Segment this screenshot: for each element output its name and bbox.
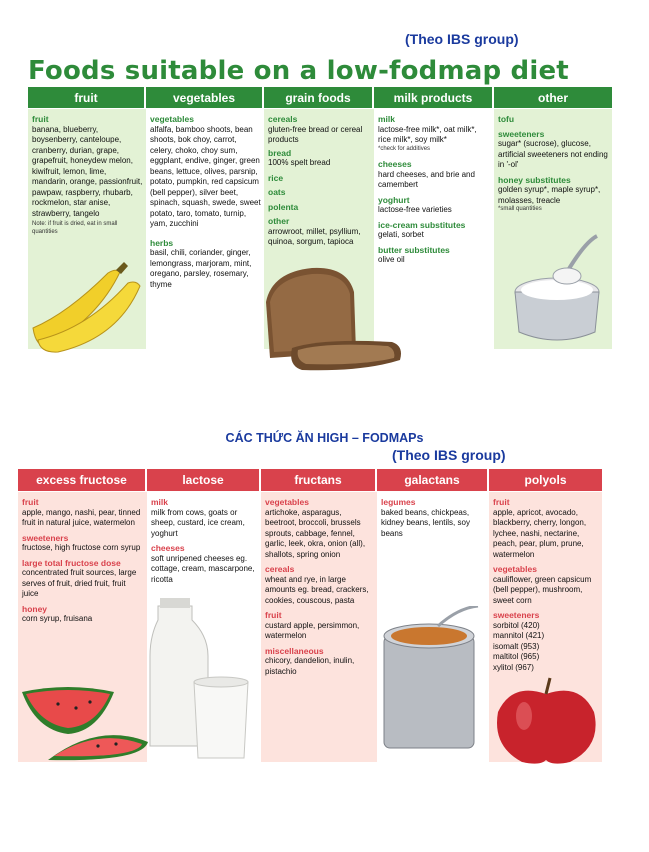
section-text: milk from cows, goats or sheep, custard, ice cream, yoghurt bbox=[151, 507, 245, 538]
section-label: vegetables bbox=[150, 114, 194, 124]
section-text: apple, mango, nashi, pear, tinned fruit in natural juice, watermelon bbox=[22, 507, 141, 527]
section-text: lactose-free varieties bbox=[378, 205, 452, 214]
section-text: gelati, sorbet bbox=[378, 230, 424, 239]
section-label: yoghurt bbox=[378, 194, 410, 205]
section-label: fruit bbox=[22, 497, 39, 507]
high-header-fructans: fructans bbox=[261, 469, 375, 491]
section-text: sugar* (sucrose), glucose, artificial sweeteners not ending in '-ol' bbox=[498, 139, 608, 169]
section-text: soft unripened cheeses eg. cottage, cream, mascarpone, ricotta bbox=[151, 553, 255, 584]
section-text: artichoke, asparagus, beetroot, broccoli, brussels sprouts, cabbage, fennel, garlic, leek, okra, onion (all), shallots, spring onion bbox=[265, 507, 366, 559]
section-text: gluten-free bread or cereal products bbox=[268, 124, 363, 144]
section-text: concentrated fruit sources, large serves of fruit, dried fruit, fruit juice bbox=[22, 568, 137, 598]
section-text: wheat and rye, in large amounts eg. bread, crackers, cookies, couscous, pasta bbox=[265, 574, 369, 605]
baked-beans-can-image bbox=[378, 606, 482, 756]
section-label: cheeses bbox=[151, 543, 185, 553]
section-label: cereals bbox=[268, 114, 298, 124]
section-text: apple, apricot, avocado, blackberry, cherry, longon, lychee, nashi, nectarine, peach, pear, plum, prune, watermelon bbox=[493, 507, 587, 559]
low-col-vegetables bbox=[146, 109, 264, 349]
section-text: fructose, high fructose corn syrup bbox=[22, 543, 141, 552]
section-label: large total fructose dose bbox=[22, 557, 121, 568]
section-label: honey substitutes bbox=[498, 174, 571, 185]
section-text: lactose-free milk*, oat milk*, rice milk*, soy milk* bbox=[378, 124, 477, 144]
section-label: fruit bbox=[265, 610, 282, 620]
section-label: cheeses bbox=[378, 159, 412, 169]
section-text: arrowroot, millet, psyllium, quinoa, sorgum, tapioca bbox=[268, 226, 361, 246]
section-label: tofu bbox=[498, 114, 515, 124]
bottom-source: (Theo IBS group) bbox=[392, 447, 506, 463]
section-label: milk bbox=[151, 497, 169, 507]
milk-image bbox=[148, 596, 260, 762]
section-label: bread bbox=[268, 147, 292, 158]
section-label: vegetables bbox=[493, 564, 537, 574]
section-text: hard cheeses, and brie and camembert bbox=[378, 169, 475, 189]
high-header-polyols: polyols bbox=[489, 469, 602, 491]
section-label: other bbox=[268, 216, 290, 226]
section-label: milk bbox=[378, 114, 396, 124]
milk-note: *check for additives bbox=[378, 145, 431, 152]
section-label: sweeteners bbox=[498, 128, 545, 139]
section-text: basil, chili, coriander, ginger, lemongrass, marjoram, mint, oregano, parsley, rosemary, thyme bbox=[150, 248, 252, 289]
low-header-vegetables: vegetables bbox=[146, 87, 262, 108]
sugar-bowl-image bbox=[505, 232, 613, 352]
section-label: cereals bbox=[265, 564, 295, 574]
section-text: golden syrup*, maple syrup*, molasses, treacle bbox=[498, 185, 601, 205]
high-col-fructans bbox=[261, 492, 377, 762]
high-header-galactans: galactans bbox=[377, 469, 487, 491]
section-label: legumes bbox=[381, 497, 416, 507]
other-note: *small quantities bbox=[498, 206, 542, 212]
section-text: baked beans, chickpeas, kidney beans, lentils, soy beans bbox=[381, 507, 470, 538]
low-fodmap-title: Foods suitable on a low-fodmap diet bbox=[28, 56, 569, 86]
section-label: polenta bbox=[268, 201, 299, 212]
section-text: 100% spelt bread bbox=[268, 158, 331, 167]
section-text: chicory, dandelion, inulin, pistachio bbox=[265, 656, 355, 676]
section-label: honey bbox=[22, 603, 48, 614]
low-header-milk-products: milk products bbox=[374, 87, 492, 108]
section-label: miscellaneous bbox=[265, 645, 324, 656]
section-label: sweeteners bbox=[22, 532, 69, 543]
apple-image bbox=[490, 676, 602, 766]
high-header-excess-fructose: excess fructose bbox=[18, 469, 145, 491]
section-text: cauliflower, green capsicum (bell pepper), mushroom, sweet corn bbox=[493, 574, 592, 605]
section-label: herbs bbox=[150, 237, 174, 248]
section-label: sweeteners bbox=[493, 610, 540, 620]
banana-image bbox=[28, 258, 148, 353]
high-fodmap-header-row bbox=[18, 469, 602, 491]
low-header-fruit: fruit bbox=[28, 87, 144, 108]
section-label: rice bbox=[268, 172, 284, 183]
low-header-other: other bbox=[494, 87, 612, 108]
bread-image bbox=[262, 262, 407, 382]
section-label: fruit bbox=[32, 114, 49, 124]
top-source: (Theo IBS group) bbox=[405, 31, 519, 47]
section-text: olive oil bbox=[378, 255, 405, 264]
section-label: ice-cream substitutes bbox=[378, 219, 466, 230]
section-text: sorbitol (420) mannitol (421) isomalt (953) maltitol (965) xylitol (967) bbox=[493, 620, 545, 672]
low-header-grain-foods: grain foods bbox=[264, 87, 372, 108]
watermelon-image bbox=[18, 672, 153, 762]
section-label: vegetables bbox=[265, 497, 309, 507]
high-header-lactose: lactose bbox=[147, 469, 259, 491]
section-text: alfalfa, bamboo shoots, bean shoots, bok choy, carrot, celery, choko, choy sum, eggplant, endive, ginger, green beans, lettuce, olives, parsnip, potato, pumpkin, red capsicum (bell pepper), silver beet, spinach, squash, swede, sweet potato, taro, tomato, turnip, yam, zucchini bbox=[150, 124, 261, 228]
section-label: fruit bbox=[493, 497, 510, 507]
section-text: corn syrup, fruisana bbox=[22, 614, 93, 623]
section-text: banana, blueberry, boysenberry, canteloupe, cranberry, durian, grape, grapefruit, honeydew melon, kiwifruit, lemon, lime, mandarin, orange, passionfruit, pawpaw, raspberry, rhubarb, rockmelon, star anise, strawberry, tangelo bbox=[32, 124, 143, 218]
fruit-note: Note: if fruit is dried, eat in small quantities bbox=[32, 221, 118, 235]
section-label: oats bbox=[268, 187, 286, 197]
section-text: custard apple, persimmon, watermelon bbox=[265, 620, 360, 640]
section-label: butter substitutes bbox=[378, 244, 450, 255]
low-fodmap-header-row bbox=[28, 87, 612, 108]
high-fodmap-title: CÁC THỨC ĂN HIGH – FODMAPs bbox=[225, 431, 424, 445]
